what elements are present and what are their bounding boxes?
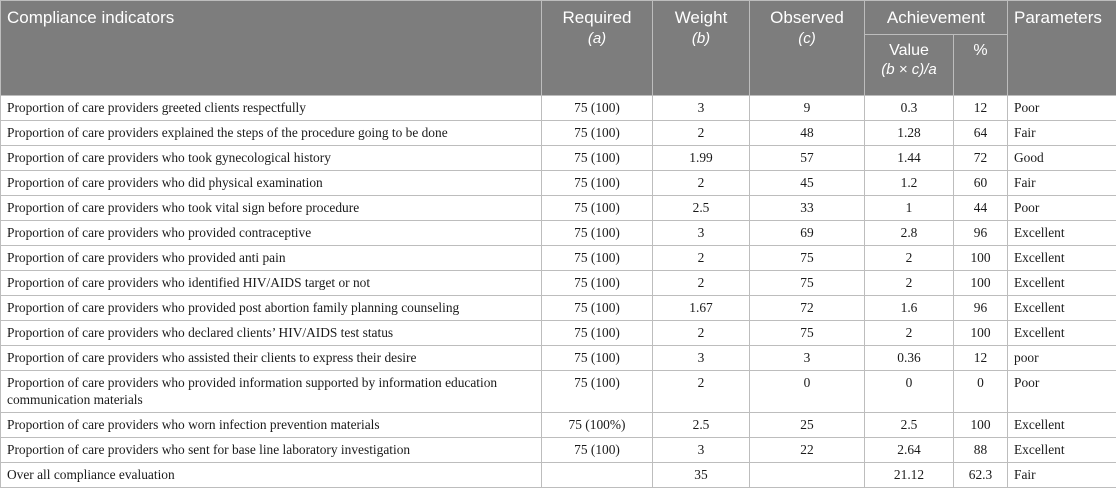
- cell-weight: 2: [653, 271, 750, 296]
- cell-parameter: Fair: [1008, 171, 1116, 196]
- table-row: [1, 196, 1116, 221]
- cell-required: [542, 463, 653, 488]
- cell-parameter: Excellent: [1008, 221, 1116, 246]
- cell-parameter: Fair: [1008, 463, 1116, 488]
- cell-parameter: Poor: [1008, 96, 1116, 121]
- cell-value: 1.2: [865, 171, 954, 196]
- cell-indicator: Proportion of care providers explained the steps of the procedure going to be done: [1, 121, 542, 146]
- header-achievement: Achievement: [865, 1, 1008, 35]
- header-percent: %: [954, 35, 1008, 96]
- cell-weight: 2.5: [653, 196, 750, 221]
- cell-required: 75 (100): [542, 296, 653, 321]
- table-row: [1, 438, 1116, 463]
- cell-value: 1: [865, 196, 954, 221]
- cell-indicator: Proportion of care providers who sent for base line laboratory investigation: [1, 438, 542, 463]
- cell-indicator: Proportion of care providers who worn infection prevention materials: [1, 413, 542, 438]
- cell-value: 1.6: [865, 296, 954, 321]
- cell-parameter: Fair: [1008, 121, 1116, 146]
- cell-value: 2: [865, 321, 954, 346]
- cell-observed: 75: [750, 246, 865, 271]
- cell-percent: 100: [954, 246, 1008, 271]
- header-required: Required (a): [542, 1, 653, 96]
- cell-weight: 2.5: [653, 413, 750, 438]
- cell-percent: 96: [954, 221, 1008, 246]
- cell-parameter: Poor: [1008, 371, 1116, 413]
- cell-weight: 35: [653, 463, 750, 488]
- cell-weight: 3: [653, 438, 750, 463]
- table-row: [1, 271, 1116, 296]
- cell-indicator: Proportion of care providers who declared clients’ HIV/AIDS test status: [1, 321, 542, 346]
- cell-observed: 57: [750, 146, 865, 171]
- header-indicator: Compliance indicators: [1, 1, 542, 96]
- cell-observed: 3: [750, 346, 865, 371]
- table-row: [1, 463, 1116, 488]
- header-parameters: Parameters: [1008, 1, 1116, 96]
- cell-value: 2: [865, 271, 954, 296]
- cell-weight: 1.67: [653, 296, 750, 321]
- table-header: [1, 1, 1116, 96]
- cell-weight: 2: [653, 121, 750, 146]
- table-row: [1, 296, 1116, 321]
- cell-required: 75 (100): [542, 246, 653, 271]
- cell-observed: 22: [750, 438, 865, 463]
- cell-value: 2.8: [865, 221, 954, 246]
- cell-weight: 3: [653, 221, 750, 246]
- cell-parameter: Excellent: [1008, 321, 1116, 346]
- cell-indicator: Proportion of care providers who took vital sign before procedure: [1, 196, 542, 221]
- cell-parameter: Poor: [1008, 196, 1116, 221]
- cell-value: 2.5: [865, 413, 954, 438]
- cell-observed: [750, 463, 865, 488]
- cell-indicator: Proportion of care providers greeted clients respectfully: [1, 96, 542, 121]
- cell-indicator: Proportion of care providers who took gynecological history: [1, 146, 542, 171]
- cell-indicator: Proportion of care providers who provided post abortion family planning counseling: [1, 296, 542, 321]
- table-row: [1, 146, 1116, 171]
- header-weight: Weight (b): [653, 1, 750, 96]
- cell-percent: 0: [954, 371, 1008, 413]
- header-value: Value (b × c)/a: [865, 35, 954, 96]
- cell-percent: 64: [954, 121, 1008, 146]
- cell-percent: 100: [954, 413, 1008, 438]
- cell-parameter: poor: [1008, 346, 1116, 371]
- table-row: [1, 346, 1116, 371]
- cell-parameter: Excellent: [1008, 413, 1116, 438]
- cell-required: 75 (100): [542, 96, 653, 121]
- cell-value: 0: [865, 371, 954, 413]
- cell-required: 75 (100): [542, 221, 653, 246]
- cell-required: 75 (100%): [542, 413, 653, 438]
- cell-indicator: Proportion of care providers who assisted their clients to express their desire: [1, 346, 542, 371]
- cell-indicator: Proportion of care providers who provided anti pain: [1, 246, 542, 271]
- table-row: [1, 246, 1116, 271]
- cell-percent: 60: [954, 171, 1008, 196]
- cell-observed: 45: [750, 171, 865, 196]
- header-observed: Observed (c): [750, 1, 865, 96]
- cell-value: 21.12: [865, 463, 954, 488]
- cell-value: 0.3: [865, 96, 954, 121]
- cell-weight: 2: [653, 371, 750, 413]
- cell-required: 75 (100): [542, 321, 653, 346]
- table-row: [1, 413, 1116, 438]
- table-row: [1, 171, 1116, 196]
- cell-required: 75 (100): [542, 371, 653, 413]
- cell-observed: 9: [750, 96, 865, 121]
- cell-parameter: Excellent: [1008, 246, 1116, 271]
- cell-percent: 96: [954, 296, 1008, 321]
- cell-parameter: Good: [1008, 146, 1116, 171]
- cell-value: 1.44: [865, 146, 954, 171]
- cell-parameter: Excellent: [1008, 438, 1116, 463]
- cell-observed: 33: [750, 196, 865, 221]
- cell-percent: 100: [954, 271, 1008, 296]
- cell-required: 75 (100): [542, 346, 653, 371]
- cell-observed: 72: [750, 296, 865, 321]
- cell-percent: 44: [954, 196, 1008, 221]
- cell-percent: 62.3: [954, 463, 1008, 488]
- cell-percent: 72: [954, 146, 1008, 171]
- cell-required: 75 (100): [542, 438, 653, 463]
- cell-weight: 3: [653, 346, 750, 371]
- cell-weight: 3: [653, 96, 750, 121]
- cell-required: 75 (100): [542, 146, 653, 171]
- cell-indicator: Over all compliance evaluation: [1, 463, 542, 488]
- cell-required: 75 (100): [542, 171, 653, 196]
- cell-value: 1.28: [865, 121, 954, 146]
- cell-weight: 2: [653, 171, 750, 196]
- cell-percent: 88: [954, 438, 1008, 463]
- table-row: [1, 321, 1116, 346]
- cell-required: 75 (100): [542, 121, 653, 146]
- cell-indicator: Proportion of care providers who provided contraceptive: [1, 221, 542, 246]
- cell-parameter: Excellent: [1008, 296, 1116, 321]
- table-body: [1, 96, 1116, 488]
- cell-observed: 69: [750, 221, 865, 246]
- cell-weight: 2: [653, 246, 750, 271]
- table-row: [1, 221, 1116, 246]
- cell-percent: 12: [954, 346, 1008, 371]
- cell-percent: 100: [954, 321, 1008, 346]
- cell-value: 2: [865, 246, 954, 271]
- table-row: [1, 96, 1116, 121]
- cell-observed: 75: [750, 271, 865, 296]
- cell-weight: 1.99: [653, 146, 750, 171]
- cell-observed: 75: [750, 321, 865, 346]
- cell-parameter: Excellent: [1008, 271, 1116, 296]
- cell-weight: 2: [653, 321, 750, 346]
- cell-percent: 12: [954, 96, 1008, 121]
- cell-observed: 25: [750, 413, 865, 438]
- table-row: [1, 371, 1116, 413]
- cell-required: 75 (100): [542, 196, 653, 221]
- cell-value: 0.36: [865, 346, 954, 371]
- cell-observed: 48: [750, 121, 865, 146]
- cell-required: 75 (100): [542, 271, 653, 296]
- table-row: [1, 121, 1116, 146]
- cell-observed: 0: [750, 371, 865, 413]
- cell-indicator: Proportion of care providers who did physical examination: [1, 171, 542, 196]
- cell-indicator: Proportion of care providers who provided information supported by information education communication materials: [1, 371, 542, 413]
- cell-indicator: Proportion of care providers who identified HIV/AIDS target or not: [1, 271, 542, 296]
- cell-value: 2.64: [865, 438, 954, 463]
